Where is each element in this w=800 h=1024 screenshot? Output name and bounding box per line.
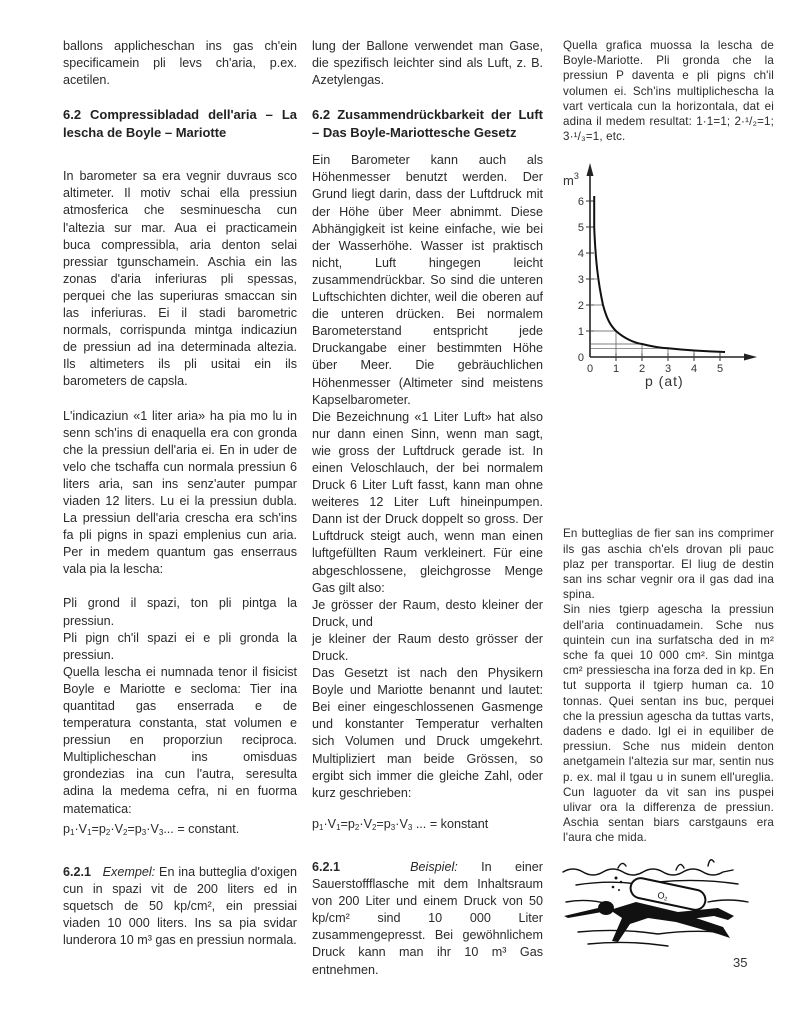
- water-surface-icon: [563, 869, 733, 875]
- paragraph: Sin nies tgierp agescha la pressiun dell'aria continuadamein. Sche nus quintein cun ina surfatscha ded in m² sche fa quei 10 000 cm². Sin mintga cm² pressiescha ina forza ded in kp. En tut supporta il tgierp human ca. 10 tonnas. Quei sentan ins buc, perquei che la pressiun agescha da tuttas varts, dadens e dado. Igl ei in equiliber de pressiun. Sche nus midein denton anetgamein l'altezia sur mar, sentin nus p. ex. mal il tgau u in sunem ell'ureglia. Cun laguoter da vit san ins puspei ulivar ora la differenza de pressiun. Aschia sentan biars carstgauns era l'aura che mida.: [563, 603, 774, 845]
- column-german: [312, 38, 543, 979]
- chart-caption: Quella grafica muossa la lescha de Boyle-Mariotte. Pli gronda che la pressiun P daventa e pli pigns ch'il volumen ei. Sch'ins multiplichescha la vart verticala cun la horizontala, dat ei adina il medem resultat: 1·1=1; 2·¹/₂=1; 3·¹/₃=1, etc.: [563, 39, 774, 144]
- example-number: 6.2.1: [312, 859, 341, 874]
- x-axis-label: p (at): [645, 373, 684, 389]
- rule-text: je kleiner der Raum desto grösser der Druck.: [312, 631, 543, 663]
- paragraph: L'indicaziun «1 liter aria» ha pia mo lu in senn sch'ins di enaquella era con gronda che la pressiun dell'aria ei. En in uder de velo che tschaffa cun normala pressiun 6 liters aria, san ins senz'auter pumpar viaden 12 liters. Lu ei la pressiun dubla. La pressiun dell'aria crescha era sch'ins fa pli pigns in spazi emplenius cun aria. Per in medem quantum gas enserraus vala pia la lescha:: [63, 408, 297, 577]
- svg-text:1: 1: [577, 326, 584, 338]
- paragraph: Quella lescha ei numnada tenor il fisicist Boyle e Mariotte e secloma: Tier ina quantitad gas enserrada e de temperatura constanta, stat volumen e pressiun en proporziun reciproca. Multiplicheschan ins omisduas grondezias ina cun l'autra, seresulta adina la medema cefra, ni en fuorma matematica:: [63, 664, 297, 816]
- intro-text: lung der Ballone verwendet man Gase, die spezifisch leichter sind als Luft, z. B. Azetylengas.: [312, 39, 543, 88]
- svg-text:5: 5: [716, 363, 724, 375]
- boyle-mariotte-chart: [557, 160, 767, 395]
- rule-text: Je grösser der Raum, desto kleiner der Druck, und: [312, 597, 543, 629]
- boyle-formula: $p_1\cdot V_1=p_2\cdot V_2=p_3\cdot V_3$... = constant.: [63, 821, 240, 837]
- svg-text:0: 0: [577, 352, 584, 364]
- bubbles-icon: [612, 877, 623, 892]
- diver-body-icon: [564, 901, 734, 942]
- paragraph: En butteglias de fier san ins comprimer ils gas aschia ch'els drovan pli pauc plaz per transportar. El liug de destin san ins schar vegnir ora il gas dad ina spina.: [563, 527, 774, 602]
- boyle-formula: $p_1\cdot V_1=p_2\cdot V_2=p_3\cdot V_3$ ... = konstant: [312, 816, 489, 832]
- scuba-diver-illustration: [558, 852, 758, 952]
- paragraph: In barometer sa era vegnir duvraus sco altimeter. Il motiv schai ella pressiun atmosferica che sesminuescha cun l'altezia sur mar. Aua ei practicamein buca compressibla, aria denton selai pressiar tgunschamein. Aschia ein las zonas d'aria inferiuras pli spessas, perquei che las superiuras smaccan sin las inferiuras. Ei il stadi barometric normals, corrispunda mintga indicaziun de pressiun ad ina determinada altezia. Ils altimeters ils pli usitai ein ils barometers de capsla.: [63, 169, 297, 389]
- hyperbola-curve: [594, 196, 725, 352]
- page-number: 35: [733, 955, 748, 970]
- section-heading: 6.2 Compressibladad dell'aria – La lescha de Boyle – Mariotte: [63, 107, 297, 141]
- example-label: Beispiel:: [410, 859, 458, 874]
- column-romansh: [63, 38, 297, 949]
- rule-text: Pli pign ch'il spazi ei e pli gronda la pressiun.: [63, 630, 297, 662]
- svg-text:0: 0: [586, 363, 594, 375]
- example-text: En ina butteglia d'oxigen cun in spazi vit de 200 liters ed in squetsch de 50 kp/cm², ein pressiai viaden 10 000 liters. Ins sa pia svidar lunderora 10 m³ gas en pressiun normala.: [63, 864, 298, 948]
- paragraph: Die Bezeichnung «1 Liter Luft» hat also nur dann einen Sinn, wenn man sagt, wie gross der Luftdruck gerade ist. In einen Veloschlauch, der bei normalem Druck 6 Liter Luft fasst, kann man ohne weiteres 12 Liter Luft hineinpumpen. Dann ist der Druck doppelt so gross. Der Luftdruck steigt auch, wenn man einen luftgefüllten Raum verkleinert. Für eine abgeschlossene, gleichgrosse Menge Gas gilt also:: [312, 409, 543, 595]
- example-number: 6.2.1: [63, 864, 92, 879]
- svg-text:O₂: O₂: [656, 889, 669, 902]
- example-label: Exempel:: [102, 864, 156, 879]
- section-heading: 6.2 Zusammendrückbarkeit der Luft – Das Boyle-Mariottesche Gesetz: [312, 107, 543, 141]
- svg-text:4: 4: [690, 363, 698, 375]
- svg-text:2: 2: [577, 300, 584, 312]
- example-text: In einer Sauerstoffflasche mit dem Inhaltsraum von 200 Liter und einem Druck von 50 kp/cm² sind 10 000 Liter zusammengepresst. Bei gewöhnlichem Druck kann man ihr 10 m³ Gas entnehmen.: [312, 859, 544, 977]
- rule-text: Pli grond il spazi, ton pli pintga la pressiun.: [63, 596, 297, 628]
- example-paragraph: [312, 859, 543, 979]
- y-axis-label: $m^3$: [563, 171, 579, 188]
- svg-text:6: 6: [577, 196, 584, 208]
- svg-text:2: 2: [638, 363, 646, 375]
- paragraph: Das Gesetzt ist nach den Physikern Boyle und Mariotte benannt und lautet: Bei einer eingeschlossenen Gasmenge und konstanter Temperatur verhalten sich Volumen und Druck umgekehrt. Multipliziert man beide Grössen, so ergibt sich immer die gleiche Zahl, oder kurz geschrieben:: [312, 666, 543, 800]
- paragraph: Ein Barometer kann auch als Höhenmesser benutzt werden. Der Grund liegt darin, dass der Luftdruck mit der Höhe über Meer abnimmt. Diese Abhängigkeit ist keine einfache, wie bei der Wasserhöhe. Wasser ist praktisch nicht, Luft hingegen leicht zusammendrückbar. So sind die unteren Luftschichten dichter, weil die oberen auf die unteren drücken. Bei normalem Barometerstand entspricht jede Druckangabe einer bestimmten Höhe über Meer. Die gebräuchlichen Höhenmesser (Altimeter sind meistens Kapselbarometer.: [312, 153, 543, 407]
- intro-text: ballons applicheschan ins gas ch'ein specificamein pli levs ch'aria, p.ex. acetilen.: [63, 39, 297, 88]
- svg-text:1: 1: [612, 363, 620, 375]
- example-paragraph: [63, 864, 297, 949]
- svg-text:5: 5: [577, 222, 584, 234]
- y-tick-labels: [578, 196, 584, 364]
- x-axis-arrow-icon: [744, 354, 757, 361]
- svg-text:4: 4: [577, 248, 584, 260]
- svg-text:3: 3: [577, 274, 584, 286]
- y-axis-arrow-icon: [587, 163, 594, 176]
- guide-lines: [590, 279, 720, 357]
- svg-text:3: 3: [664, 363, 672, 375]
